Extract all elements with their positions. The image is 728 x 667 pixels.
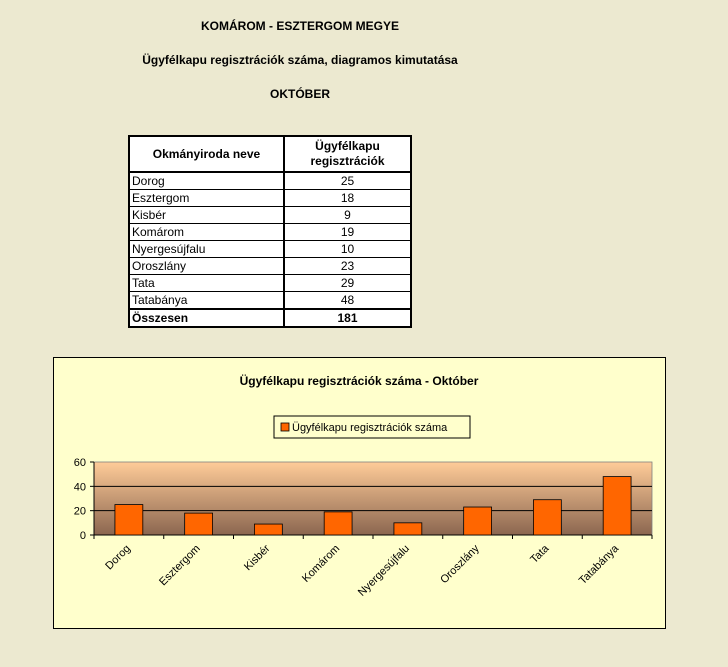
- x-tick-label: Tatabánya: [576, 542, 622, 588]
- x-tick-label: Oroszlány: [438, 542, 482, 587]
- bar-tatabánya: [603, 477, 631, 535]
- office-name: Tatabánya: [129, 292, 284, 310]
- chart-title: Ügyfélkapu regisztrációk száma - Október: [239, 374, 479, 388]
- registration-count: 9: [284, 207, 411, 224]
- column-header-line2: regisztrációk: [310, 154, 385, 168]
- office-name: Dorog: [129, 172, 284, 190]
- x-tick-label: Nyergesújfalu: [355, 542, 412, 599]
- table-row: [129, 224, 411, 241]
- bar-oroszlány: [464, 507, 492, 535]
- plot-background: [94, 462, 652, 535]
- registration-count: 25: [284, 172, 411, 190]
- registration-count: 23: [284, 258, 411, 275]
- legend-swatch: [281, 423, 289, 431]
- x-tick-label: Esztergom: [157, 542, 203, 589]
- chart-svg: [54, 358, 665, 628]
- table-row: [129, 241, 411, 258]
- bar-komárom: [324, 512, 352, 535]
- y-tick-label: 0: [79, 530, 86, 542]
- table-row: [129, 172, 411, 190]
- column-header-registrations: [284, 136, 411, 172]
- registration-count: 48: [284, 292, 411, 310]
- office-name: Oroszlány: [129, 258, 284, 275]
- page-subtitle: Ügyfélkapu regisztrációk száma, diagramos kimutatása: [142, 53, 458, 67]
- bar-kisbér: [254, 524, 282, 535]
- table-row: [129, 258, 411, 275]
- table-row: [129, 190, 411, 207]
- county-title: KOMÁROM - ESZTERGOM MEGYE: [201, 19, 399, 33]
- bar-chart: [53, 357, 666, 629]
- column-header-line1: Ügyfélkapu: [315, 139, 380, 153]
- legend-label: Ügyfélkapu regisztrációk száma: [292, 422, 448, 434]
- bar-tata: [533, 500, 561, 535]
- month-title: OKTÓBER: [270, 87, 330, 101]
- table-header-row: [129, 136, 411, 172]
- column-header-office: Okmányiroda neve: [129, 136, 284, 172]
- table-row: [129, 207, 411, 224]
- x-tick-label: Kisbér: [241, 542, 273, 574]
- registration-count: 29: [284, 275, 411, 292]
- plot-area: [74, 457, 652, 599]
- office-name: Tata: [129, 275, 284, 292]
- table-row: [129, 292, 411, 310]
- y-tick-label: 60: [73, 457, 86, 469]
- registration-count: 18: [284, 190, 411, 207]
- bar-esztergom: [185, 513, 213, 535]
- x-tick-label: Komárom: [300, 542, 343, 585]
- y-tick-label: 40: [73, 481, 86, 494]
- registration-count: 19: [284, 224, 411, 241]
- office-name: Kisbér: [129, 207, 284, 224]
- office-name: Komárom: [129, 224, 284, 241]
- registrations-table: [128, 135, 412, 328]
- x-tick-label: Tata: [528, 542, 552, 566]
- y-tick-label: 20: [73, 505, 86, 518]
- office-name: Nyergesújfalu: [129, 241, 284, 258]
- office-name: Esztergom: [129, 190, 284, 207]
- registration-count: 10: [284, 241, 411, 258]
- chart-legend: [274, 416, 470, 438]
- total-label: Összesen: [129, 309, 284, 327]
- x-tick-label: Dorog: [103, 542, 133, 573]
- table-total-row: [129, 309, 411, 327]
- bar-dorog: [115, 505, 143, 535]
- total-value: 181: [284, 309, 411, 327]
- bar-nyergesújfalu: [394, 523, 422, 535]
- table-row: [129, 275, 411, 292]
